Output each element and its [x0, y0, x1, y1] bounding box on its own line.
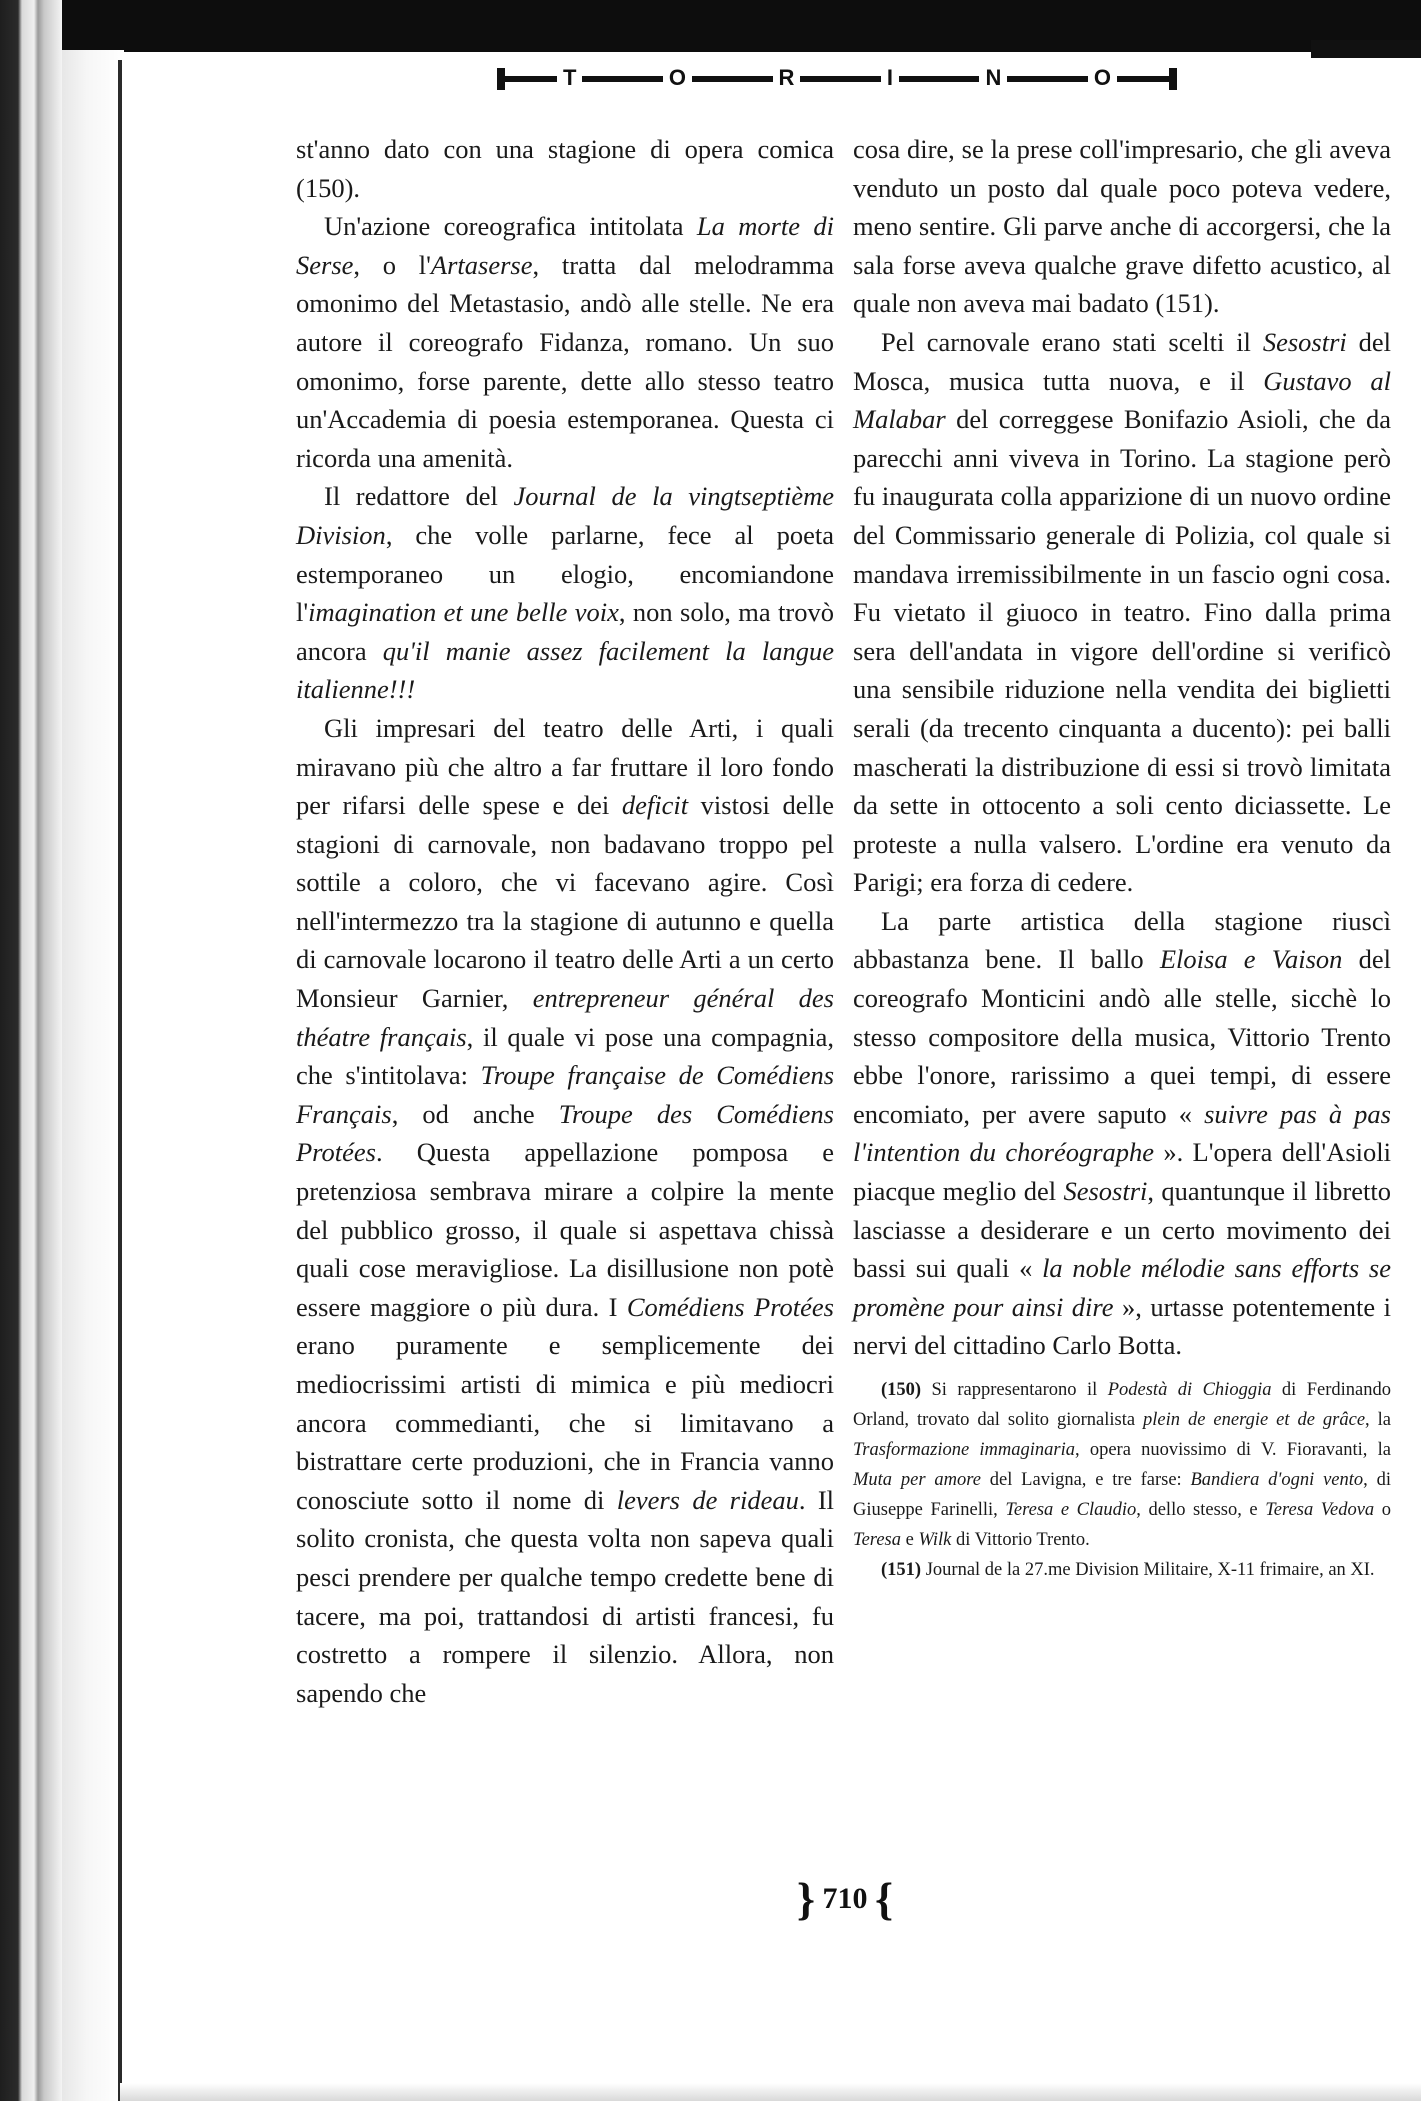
- italic-text: levers de rideau: [616, 1484, 799, 1515]
- header-letter: T: [557, 65, 582, 91]
- text-run: , opera nuovissimo di V. Fioravanti, la: [1074, 1440, 1391, 1460]
- text-run: . Il solito cronista, che questa volta non sapeva quali pesci prendere per qualche tempo credette bene di tacere, ma poi, trattandosi di artisti francesi, fu costretto a rompere il silenzio. Allora, non sapendo che: [296, 1484, 834, 1708]
- italic-text: Eloisa e Vaison: [1159, 944, 1343, 975]
- scan-border-top: [0, 0, 1421, 52]
- italic-text: Troupe des Comédiens Protées: [296, 1098, 834, 1168]
- footnote: [853, 1555, 1391, 1585]
- text-run: st'anno dato con una stagione di opera comica (150).: [296, 134, 834, 203]
- text-run: , dello stesso, e: [1136, 1500, 1266, 1520]
- text-run: , quantunque il libretto lasciasse a desiderare e un certo movimento dei bassi sui quali «: [853, 1176, 1391, 1284]
- text-run: Gli impresari del teatro delle Arti, i quali miravano più che altro a far fruttare il loro fondo per rifarsi delle spese e dei: [296, 712, 834, 821]
- text-run: del Mosca, musica tutta nuova, e il: [853, 326, 1392, 396]
- header-letter: O: [663, 65, 692, 91]
- text-run: , o l': [353, 249, 431, 280]
- paragraph: [296, 477, 834, 709]
- italic-text: La morte di Serse: [296, 211, 834, 280]
- header-rule-cap-right: [1169, 68, 1177, 90]
- text-run: di Vittorio Trento.: [951, 1530, 1090, 1550]
- italic-text: Troupe française de Comédiens Français: [296, 1060, 835, 1129]
- page-number-text: 710: [822, 1882, 868, 1915]
- text-run: , che volle parlarne, fece al poeta estemporaneo un elogio, encomiandone l': [296, 519, 834, 628]
- text-run: Un'azione coreografica intitolata: [324, 211, 697, 242]
- scan-border-top-right: [1311, 40, 1421, 58]
- text-run: Pel carnovale erano stati scelti il: [881, 326, 1263, 357]
- left-text-column: [296, 130, 834, 1712]
- italic-text: Teresa Vedova: [1265, 1500, 1375, 1520]
- paragraph: [296, 130, 834, 207]
- italic-text: Wilk: [918, 1530, 952, 1550]
- italic-text: suivre pas à pas l'intention du choréographe: [853, 1098, 1391, 1168]
- italic-text: Journal de la vingtseptième Division: [296, 481, 834, 550]
- paragraph: [853, 130, 1391, 323]
- text-run: , di Giuseppe Farinelli,: [853, 1470, 1391, 1520]
- paragraph: [296, 709, 834, 1712]
- paragraph: [296, 207, 834, 477]
- italic-text: deficit: [621, 790, 689, 821]
- text-run: di Ferdinando Orland, trovato dal solito giornalista: [853, 1380, 1391, 1430]
- italic-text: Sesostri: [1063, 1176, 1148, 1207]
- text-run: , la: [1365, 1410, 1391, 1430]
- text-run: Journal de la 27.me Division Militaire, X-11 frimaire, an XI.: [921, 1560, 1375, 1580]
- text-run: , od anche: [391, 1098, 559, 1129]
- header-letter: R: [773, 65, 801, 91]
- header-rule-cap-left: [497, 68, 505, 90]
- scan-border-bottom: [120, 2083, 1421, 2101]
- text-run: », urtasse potentemente i nervi del cittadino Carlo Botta.: [853, 1291, 1392, 1361]
- header-letter: O: [1088, 65, 1117, 91]
- header-letter: N: [979, 65, 1007, 91]
- running-header: [497, 65, 1177, 90]
- text-run: Si rappresentarono il: [921, 1380, 1108, 1400]
- text-run: Il redattore del: [324, 481, 514, 512]
- header-title: [557, 65, 1117, 91]
- header-letter: I: [881, 65, 899, 91]
- italic-text: Trasformazione immaginaria: [853, 1440, 1075, 1460]
- text-run: ». L'opera dell'Asioli piacque meglio del: [853, 1137, 1391, 1207]
- scan-binding-edge: [0, 0, 62, 2101]
- footnotes: [853, 1375, 1391, 1585]
- right-column-body: [853, 130, 1391, 1365]
- italic-text: qu'il manie assez facilement la langue italienne!!!: [296, 635, 834, 705]
- text-run: o: [1374, 1500, 1392, 1520]
- italic-text: Bandiera d'ogni vento: [1190, 1470, 1364, 1490]
- text-run: erano puramente e semplicemente dei mediocrissimi artisti di mimica e più mediocri ancora commedianti, che si limitavano a bistrattare certe produzioni, che in Francia vanno conosciute sotto il nome di: [296, 1330, 834, 1515]
- text-run: cosa dire, se la prese coll'impresario, che gli aveva venduto un posto dal quale poco poteva vedere, meno sentire. Gli parve anche di accorgersi, che la sala forse aveva qualche grave difetto acustico, al quale non aveva mai badato (151).: [853, 134, 1391, 319]
- text-run: e: [900, 1530, 919, 1550]
- paragraph: [853, 902, 1391, 1365]
- italic-text: entrepreneur général des théatre français: [296, 983, 834, 1052]
- text-run: , tratta dal melodramma omonimo del Metastasio, andò alle stelle. Ne era autore il coreografo Fidanza, romano. Un suo omonimo, forse parente, dette allo stesso teatro un'Accademia di poesia estemporanea. Questa ci ricorda una amenità.: [296, 249, 834, 473]
- right-text-column: [853, 130, 1391, 1585]
- italic-text: imagination et une belle voix: [308, 597, 619, 628]
- italic-text: Gustavo al Malabar: [853, 365, 1392, 435]
- italic-text: Teresa e Claudio: [1005, 1500, 1137, 1520]
- italic-text: Teresa: [853, 1530, 901, 1550]
- italic-text: Podestà di Chioggia: [1107, 1380, 1272, 1400]
- folio-ornament-left: }: [796, 1873, 815, 1924]
- scan-gutter-shadow: [62, 50, 124, 2101]
- italic-text: plein de energie et de grâce: [1143, 1410, 1366, 1430]
- folio-ornament-right: {: [875, 1873, 894, 1924]
- text-run: del coreografo Monticini andò alle stelle, sicchè lo stesso compositore della musica, Vittorio Trento ebbe l'onore, rarissimo a quei tempi, di essere encomiato, per avere saputo «: [853, 944, 1391, 1129]
- page-number: [770, 1872, 920, 1925]
- text-run: del Lavigna, e tre farse:: [980, 1470, 1191, 1490]
- footnote-number: (151): [881, 1560, 922, 1580]
- footnote-number: (150): [881, 1380, 922, 1400]
- italic-text: la noble mélodie sans efforts se promène pour ainsi dire: [853, 1253, 1391, 1322]
- italic-text: Artaserse: [430, 249, 533, 280]
- footnote: [853, 1375, 1391, 1555]
- text-run: , non solo, ma trovò ancora: [296, 597, 834, 666]
- text-run: La parte artistica della stagione riuscì abbastanza bene. Il ballo: [853, 905, 1391, 975]
- text-run: del correggese Bonifazio Asioli, che da parecchi anni viveva in Torino. La stagione però fu inaugurata colla apparizione di un nuovo ordine del Commissario generale di Polizia, col quale si mandava irremissibilmente in un fascio ogni cosa. Fu vietato il giuoco in teatro. Fino dalla prima sera dell'andata in vigore dell'ordine si verificò una sensibile riduzione nella vendita dei biglietti serali (da trecento cinquanta a ducento): pei balli mascherati la distribuzione di essi si trovò limitata da sette in ottocento a soli cento diciassette. Le proteste a nulla valsero. L'ordine era venuto da Parigi; era forza di cedere.: [853, 404, 1391, 898]
- text-run: . Questa appellazione pomposa e pretenziosa sembrava mirare a colpire la mente del pubblico grosso, il quale si aspettava chissà quali cose meravigliose. La disillusione non potè essere maggiore o più dura. I: [296, 1137, 834, 1322]
- text-run: vistosi delle stagioni di carnovale, non badavano troppo pel sottile a coloro, che vi facevano agire. Così nell'intermezzo tra la stagione di autunno e quella di carnovale locarono il teatro delle Arti a un certo Monsieur Garnier,: [296, 790, 834, 1014]
- italic-text: Sesostri: [1262, 326, 1347, 357]
- scan-gutter-line: [118, 60, 122, 2101]
- italic-text: Muta per amore: [853, 1470, 981, 1490]
- paragraph: [853, 323, 1391, 902]
- italic-text: Comédiens Protées: [626, 1291, 834, 1322]
- text-run: , il quale vi pose una compagnia, che s'intitolava:: [296, 1021, 834, 1091]
